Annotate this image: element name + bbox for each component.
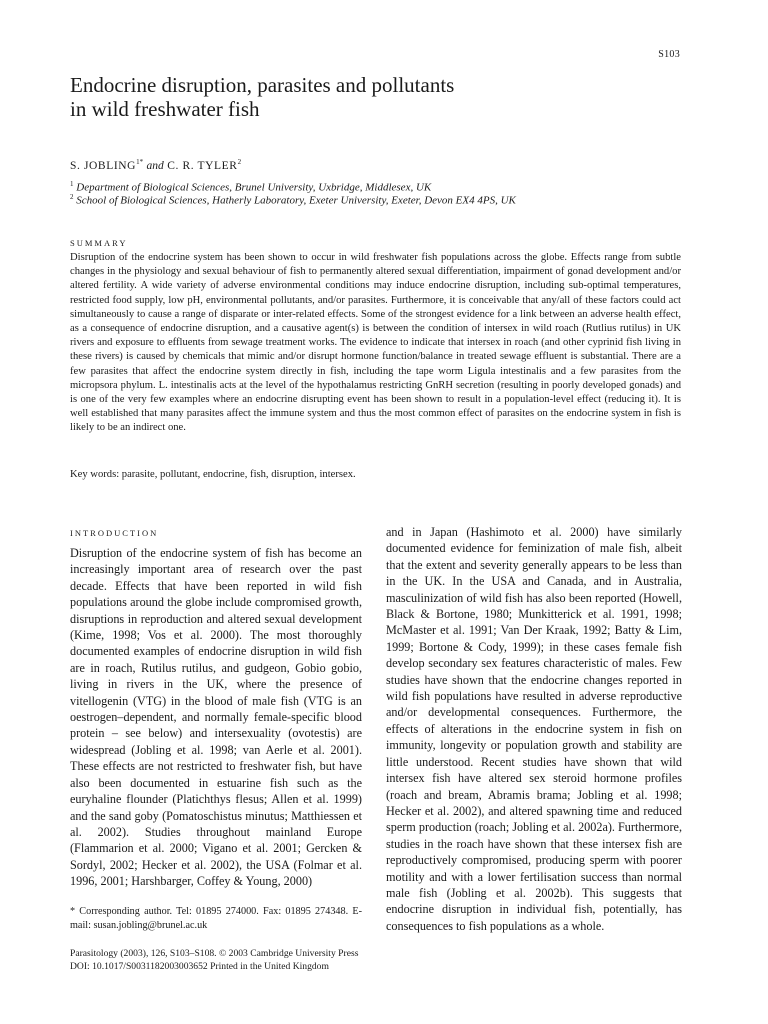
affiliation-1-mark: 1 — [70, 180, 74, 188]
page-number: S103 — [658, 49, 680, 60]
author-list — [70, 158, 241, 172]
affiliation-2-text: School of Biological Sciences, Hatherly Laboratory, Exeter University, Exeter, Devon EX4 4PS, UK — [76, 194, 516, 207]
article-title — [70, 73, 690, 121]
author-2-marks: 2 — [237, 158, 242, 166]
author-2: C. R. TYLER — [167, 159, 238, 172]
affiliation-2 — [70, 193, 516, 207]
corresponding-author-footnote: * Corresponding author. Tel: 01895 274000. Fax: 01895 274348. E-mail: susan.jobling@brunel.ac.uk — [70, 906, 362, 931]
affiliation-1-text: Department of Biological Sciences, Brunel University, Uxbridge, Middlesex, UK — [76, 181, 432, 194]
author-1-marks: 1* — [136, 158, 144, 166]
affiliation-2-mark: 2 — [70, 193, 74, 201]
summary-paragraph: Disruption of the endocrine system has been shown to occur in wild freshwater fish populations across the globe. Effects range from subtle changes in the physiology and sexual behaviour of fish to permanently altered sexual differentiation, impairment of gonad development and/or altered fertility. A wide variety of adverse environmental conditions may induce endocrine disruption, including sub-optimal temperatures, restricted food supply, low pH, environmental pollutants, and/or parasites. Furthermore, it is conceivable that any/all of these factors could act simultaneously to cause a range of disparate or inter-related effects. Some of the strongest evidence for a link between an adverse health effect, as a consequence of endocrine disruption, and a causative agent(s) is between the condition of intersex in wild roach (Rutlius rutilus) in UK rivers and exposure to effluents from sewage treatment works. The evidence to indicate that intersex in roach (and other cyprinid fish living in these rivers) is caused by chemicals that mimic and/or disrupt hormone function/balance in treated sewage effluent is substantial. There are a few parasites that affect the endocrine system directly in fish, including the tape worm Ligula intestinalis and a few parasites from the micropsora phylum. L. intestinalis acts at the level of the hypothalamus restricting GnRH secretion (resulting in poorly developed gonads) and is one of the very few examples where an endocrine disrupting event has been shown to result in a population-level effect (reducing it). It is well established that many parasites affect the immune system and thus the most common effect of parasites on the endocrine system in fish is likely to be an indirect one. — [70, 252, 681, 434]
summary-heading: SUMMARY — [70, 238, 128, 248]
journal-line-2: DOI: 10.1017/S0031182003003652 Printed in the United Kingdom — [70, 961, 329, 972]
author-conjunction: and — [146, 159, 164, 172]
affiliation-1 — [70, 180, 431, 194]
introduction-left-column: Disruption of the endocrine system of fish has become an increasingly important area of research over the past decade. Effects that have been reported in wild fish populations around the globe include compromised growth, disruptions in reproduction and altered sexual development (Kime, 1998; Vos et al. 2000). The most thoroughly documented examples of endocrine disruption in wild fish are in roach, Rutilus rutilus, and gudgeon, Gobio gobio, living in rivers in the UK, where the presence of vitellogenin (VTG) in the blood of male fish (VTG is an oestrogen–dependent, and normally female-specific blood protein – see below) and intersexuality (ovotestis) are widespread (Jobling et al. 1998; van Aerle et al. 2001). These effects are not restricted to freshwater fish, but have also been documented in estuarine fish such as the euryhaline flounder (Platichthys flesus; Allen et al. 1999) and the sand goby (Pomatoschistus minutus; Matthiessen et al. 2002). Studies throughout mainland Europe (Flammarion et al. 2000; Vigano et al. 2001; Gercken & Sordyl, 2002; Hecker et al. 2002), the USA (Folmar et al. 1996, 2001; Harshbarger, Coffey & Young, 2000) — [70, 546, 362, 889]
author-1: S. JOBLING — [70, 159, 137, 172]
keywords: Key words: parasite, pollutant, endocrine, fish, disruption, intersex. — [70, 469, 356, 480]
journal-line-1: Parasitology (2003), 126, S103–S108. © 2003 Cambridge University Press — [70, 948, 359, 959]
title-line-2: in wild freshwater fish — [70, 97, 260, 121]
introduction-heading: INTRODUCTION — [70, 528, 159, 538]
introduction-right-column: and in Japan (Hashimoto et al. 2000) have similarly documented evidence for feminization of male fish, albeit that the extent and severity generally appears to be less than in the UK. In the USA and Canada, and in Australia, masculinization of wild fish has also been reported (Howell, Black & Bortone, 1980; Munkitterick et al. 1991, 1998; McMaster et al. 1991; Van Der Kraak, 1992; Batty & Lim, 1999; Bortone & Cody, 1999); in these cases female fish develop secondary sex features characteristic of males. Few studies have shown that the endocrine changes reported in wild fish populations have resulted in adverse reproductive and/or developmental consequences. Furthermore, the effects of alterations in the endocrine system in fish on immunity, longevity or population growth and stability are little understood. Recent studies have shown that wild intersex fish have altered sex steroid hormone profiles (roach and bream, Abramis brama; Jobling et al. 1998; Hecker et al. 2002), and altered spawning time and reduced sperm production (roach; Jobling et al. 2002a). Furthermore, studies in the roach have shown that these intersex fish are reproductively compromised, producing sperm with poorer motility and with a lower fertilisation success than normal male fish (Jobling et al. 2002b). This suggests that endocrine disruption in individual fish, potentially, has consequences to fish populations as a whole. — [386, 525, 682, 933]
journal-citation — [70, 947, 690, 973]
title-line-1: Endocrine disruption, parasites and pollutants — [70, 73, 455, 97]
